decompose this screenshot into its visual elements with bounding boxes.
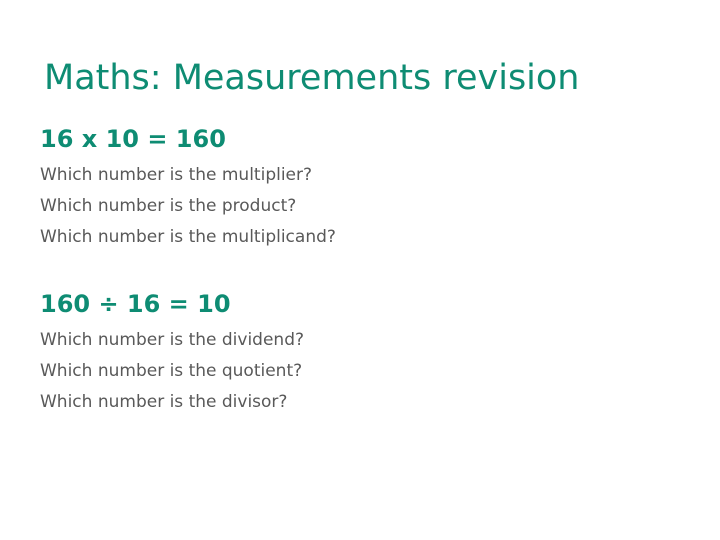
multiplication-section [40, 122, 336, 253]
question-dividend: Which number is the dividend? [40, 330, 305, 350]
question-divisor: Which number is the divisor? [40, 392, 288, 412]
division-equation: 160 ÷ 16 = 10 [40, 290, 231, 318]
question-quotient: Which number is the quotient? [40, 361, 303, 381]
division-section [40, 287, 304, 418]
multiplication-question-list [40, 160, 336, 253]
question-multiplier: Which number is the multiplier? [40, 165, 313, 185]
multiplication-equation: 16 x 10 = 160 [40, 125, 226, 153]
question-product: Which number is the product? [40, 196, 297, 216]
division-question-list [40, 325, 304, 418]
slide-title: Maths: Measurements revision [44, 58, 580, 98]
question-multiplicand: Which number is the multiplicand? [40, 227, 336, 247]
